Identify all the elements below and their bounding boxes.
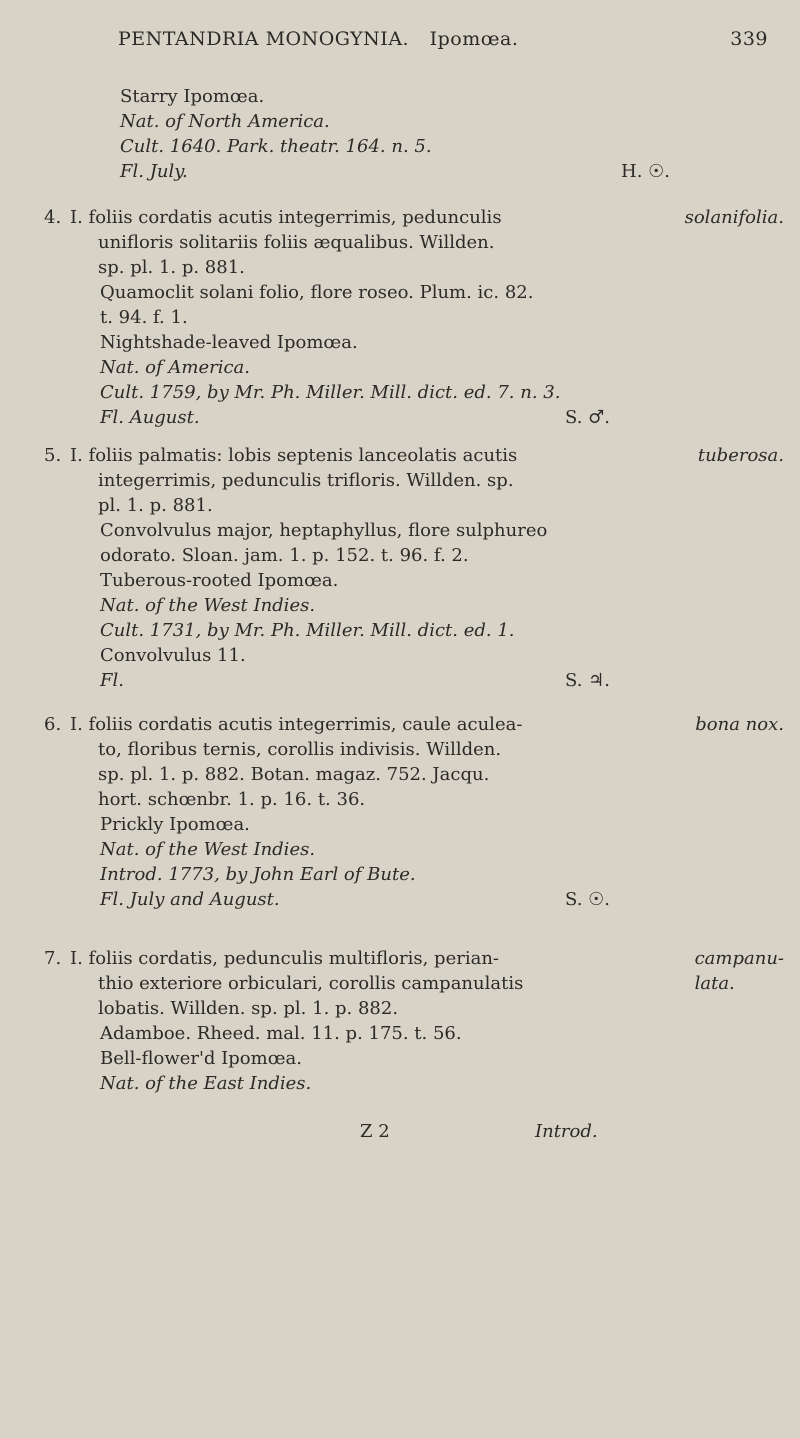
detail-line: Prickly Ipomœa. [100,814,250,835]
continued-entry [120,84,680,184]
detail-line: Nightshade-leaved Ipomœa. [100,332,358,353]
species-entry [44,712,784,912]
detail-line: Fl. August. S. ♂. [100,407,610,428]
running-header [118,28,768,50]
duration-mark: S. ☉. [565,889,610,910]
detail-line: Nat. of the East Indies. [100,1073,312,1094]
species-entry [44,205,784,430]
detail-line: Fl. July and August. S. ☉. [100,889,610,910]
species-number: 6. [44,714,62,735]
species-number: 5. [44,445,62,466]
duration-mark: H. ☉. [621,161,670,182]
diagnosis-line: pl. 1. p. 881. [98,495,213,516]
signature-mark: Z 2 [360,1121,390,1142]
detail-line: Nat. of the West Indies. [100,839,316,860]
entry-line: Cult. 1640. Park. theatr. 164. n. 5. [120,136,432,157]
detail-line: Nat. of the West Indies. [100,595,316,616]
species-name: solanifolia. [684,207,784,228]
diagnosis-line: integerrimis, pedunculis trifloris. Willden. sp. [98,470,514,491]
diagnosis-line: to, floribus ternis, corollis indivisis. Willden. [98,739,502,760]
diagnosis-line: I. foliis cordatis acutis integerrimis, pedunculis [70,207,502,228]
detail-line: Convolvulus major, heptaphyllus, flore sulphureo [100,520,548,541]
detail-line: Introd. 1773, by John Earl of Bute. [100,864,416,885]
duration-mark: S. ♂. [565,407,610,428]
diagnosis-line: hort. schœnbr. 1. p. 16. t. 36. [98,789,366,810]
detail-line: Adamboe. Rheed. mal. 11. p. 175. t. 56. [100,1023,462,1044]
detail-line: Quamoclit solani folio, flore roseo. Plum. ic. 82. [100,282,534,303]
entry-line: Nat. of North America. [120,111,330,132]
diagnosis-line: lobatis. Willden. sp. pl. 1. p. 882. [98,998,399,1019]
running-title: PENTANDRIA MONOGYNIA. [118,28,410,50]
diagnosis-line: sp. pl. 1. p. 882. Botan. magaz. 752. Jacqu. [98,764,490,785]
diagnosis-line: I. foliis cordatis acutis integerrimis, caule aculea- [70,714,523,735]
detail-line: Cult. 1731, by Mr. Ph. Miller. Mill. dict. ed. 1. [100,620,515,641]
species-name: tuberosa. [697,445,784,466]
detail-line: odorato. Sloan. jam. 1. p. 152. t. 96. f. 2. [100,545,469,566]
detail-line: Convolvulus 11. [100,645,246,666]
entry-line: Starry Ipomœa. [120,86,265,107]
diagnosis-line: unifloris solitariis foliis æqualibus. Willden. [98,232,495,253]
duration-mark: S. ♃. [565,670,610,691]
diagnosis-line: I. foliis palmatis: lobis septenis lanceolatis acutis [70,445,518,466]
catchword: Introd. [535,1121,598,1142]
detail-line: t. 94. f. 1. [100,307,188,328]
entry-line: Fl. July. H. ☉. [120,161,670,182]
species-number: 4. [44,207,62,228]
page-number: 339 [730,28,768,50]
detail-line: Bell-flower'd Ipomœa. [100,1048,302,1069]
species-entry [44,443,784,693]
detail-line: Tuberous-rooted Ipomœa. [100,570,339,591]
species-name: campanu- lata. [694,948,784,994]
diagnosis-line: I. foliis cordatis, pedunculis multifloris, perian- [70,948,499,969]
detail-line: Cult. 1759, by Mr. Ph. Miller. Mill. dict. ed. 7. n. 3. [100,382,561,403]
diagnosis-line: sp. pl. 1. p. 881. [98,257,245,278]
genus-title: Ipomœa. [429,28,519,50]
species-name: bona nox. [695,714,784,735]
detail-line: Fl. S. ♃. [100,670,610,691]
species-entry [44,946,784,1096]
detail-line: Nat. of America. [100,357,250,378]
diagnosis-line: thio exteriore orbiculari, corollis campanulatis [98,973,524,994]
species-number: 7. [44,948,62,969]
